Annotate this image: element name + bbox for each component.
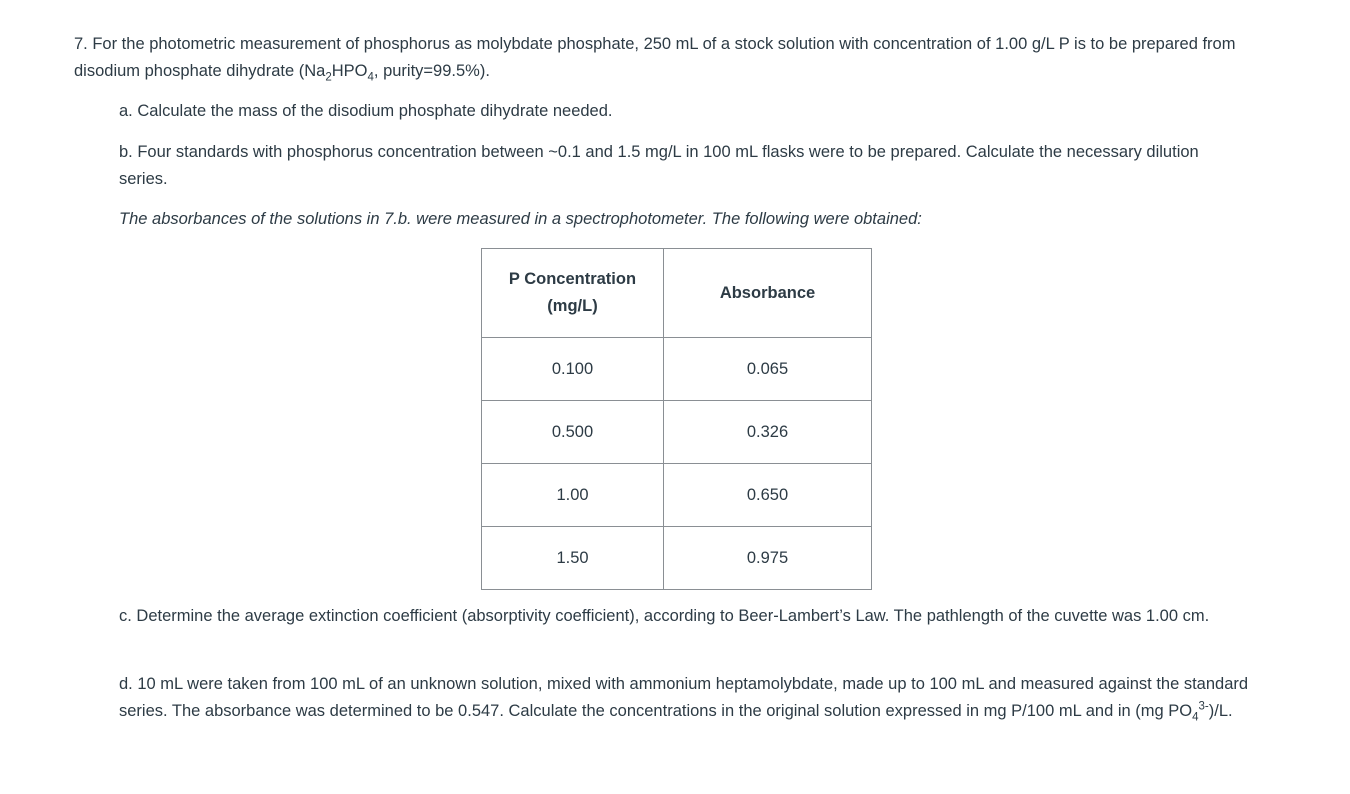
intro-text: 7. For the photometric measurement of phosphorus as molybdate phosphate, 250 mL of a stock solution with concentration of 1.00 g/L P is to be prepared from disodium phosphate dihydrate (Na bbox=[74, 35, 1236, 80]
header-concentration-line2: (mg/L) bbox=[547, 297, 598, 315]
part-d-text bbox=[119, 671, 1289, 725]
absorbance-table bbox=[481, 248, 872, 590]
table-header-row bbox=[482, 249, 872, 338]
cell-absorbance: 0.650 bbox=[664, 464, 872, 527]
intro-subscript-na: 2 bbox=[325, 71, 332, 84]
intro-purity-text: , purity=99.5%). bbox=[373, 62, 490, 80]
part-d-subscript: 4 bbox=[1192, 711, 1199, 724]
table-row bbox=[482, 401, 872, 464]
part-c-text: c. Determine the average extinction coefficient (absorptivity coefficient), according to Beer-Lambert’s Law. The pathlength of the cuvette was 1.00 cm. bbox=[119, 607, 1210, 625]
part-a-text: a. Calculate the mass of the disodium phosphate dihydrate needed. bbox=[119, 102, 613, 120]
header-absorbance: Absorbance bbox=[664, 249, 872, 338]
part-b-text: b. Four standards with phosphorus concentration between ~0.1 and 1.5 mg/L in 100 mL flasks were to be prepared. Calculate the necessary dilution series. bbox=[119, 143, 1199, 188]
cell-absorbance: 0.065 bbox=[664, 338, 872, 401]
cell-concentration: 0.100 bbox=[482, 338, 664, 401]
cell-concentration: 1.00 bbox=[482, 464, 664, 527]
header-concentration bbox=[482, 249, 664, 338]
intro-subscript-o: 4 bbox=[367, 71, 374, 84]
question-intro bbox=[74, 31, 1274, 85]
intro-formula-text: HPO bbox=[331, 62, 368, 80]
header-concentration-line1: P Concentration bbox=[508, 270, 637, 288]
table-row bbox=[482, 338, 872, 401]
cell-absorbance: 0.326 bbox=[664, 401, 872, 464]
part-d-superscript: 3- bbox=[1198, 700, 1209, 713]
part-d-main-text: d. 10 mL were taken from 100 mL of an unknown solution, mixed with ammonium heptamolybdate, made up to 100 mL and measured against the standard series. The absorbance was determined to be 0.547. Calculate the concentrations in the original solution expressed in mg P/100 mL and in (mg PO bbox=[119, 675, 1249, 720]
cell-absorbance: 0.975 bbox=[664, 527, 872, 590]
table-row bbox=[482, 527, 872, 590]
cell-concentration: 1.50 bbox=[482, 527, 664, 590]
cell-concentration: 0.500 bbox=[482, 401, 664, 464]
part-d-end-text: )/L. bbox=[1208, 702, 1233, 720]
table-intro-text: The absorbances of the solutions in 7.b. were measured in a spectrophotometer. The following were obtained: bbox=[119, 210, 922, 228]
table-row bbox=[482, 464, 872, 527]
